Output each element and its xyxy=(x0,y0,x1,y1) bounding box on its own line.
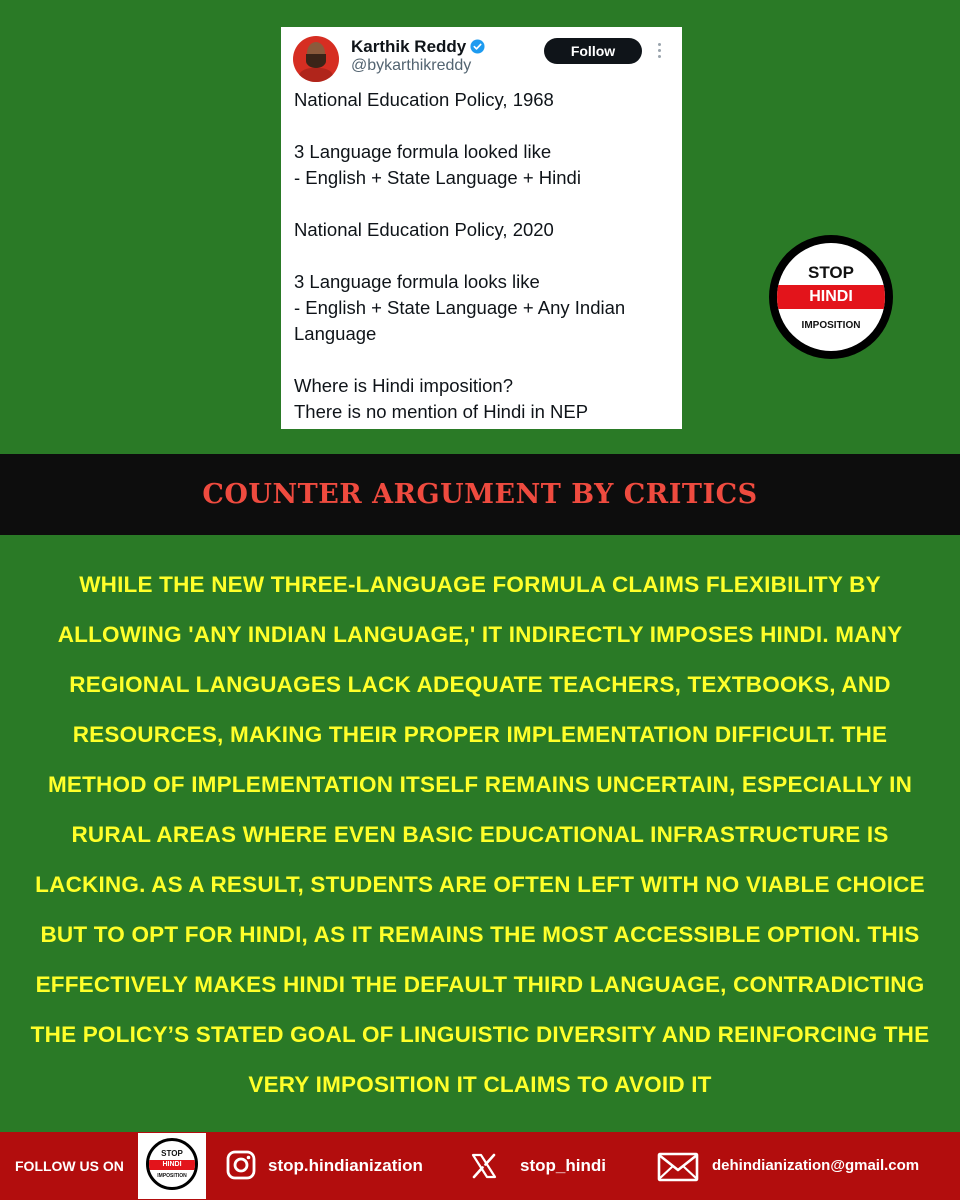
author-name-text: Karthik Reddy xyxy=(351,37,467,56)
verified-badge-icon xyxy=(470,39,485,54)
badge-top-text: STOP xyxy=(808,263,854,282)
tweet-line: There is no mention of Hindi in NEP xyxy=(294,401,589,422)
tweet-line: - English + State Language + Any Indian Language xyxy=(294,297,626,344)
more-options-icon[interactable] xyxy=(653,43,665,59)
envelope-icon[interactable] xyxy=(657,1152,699,1182)
avatar[interactable] xyxy=(293,36,339,82)
tweet-line: 3 Language formula looked like xyxy=(294,141,552,162)
follow-us-label: FOLLOW US ON xyxy=(15,1158,124,1174)
tweet-line: - English + State Language + Hindi xyxy=(294,167,581,188)
tweet-author-name[interactable] xyxy=(351,37,485,57)
x-logo-icon[interactable] xyxy=(470,1152,498,1180)
tweet-author-handle[interactable]: @bykarthikreddy xyxy=(351,57,472,74)
footer-logo-middle-text: HINDI xyxy=(149,1160,195,1170)
stop-hindi-badge xyxy=(769,235,893,359)
footer-logo-bottom-text: IMPOSITION xyxy=(157,1173,187,1179)
instagram-handle[interactable]: stop.hindianization xyxy=(268,1156,423,1175)
tweet-card xyxy=(281,27,682,429)
footer-bar xyxy=(0,1132,960,1200)
section-title: COUNTER ARGUMENT BY CRITICS xyxy=(202,479,758,510)
footer-logo-top-text: STOP xyxy=(161,1149,183,1158)
tweet-line: National Education Policy, 2020 xyxy=(294,219,554,240)
instagram-icon[interactable] xyxy=(226,1150,256,1180)
x-handle[interactable]: stop_hindi xyxy=(520,1156,606,1175)
badge-middle-text: HINDI xyxy=(777,285,885,309)
section-banner xyxy=(0,454,960,535)
badge-bottom-text: IMPOSITION xyxy=(801,320,861,331)
footer-logo xyxy=(138,1133,206,1199)
tweet-line: Where is Hindi imposition? xyxy=(294,375,514,396)
follow-button[interactable]: Follow xyxy=(544,38,642,64)
tweet-line: National Education Policy, 1968 xyxy=(294,89,554,110)
email-address[interactable]: dehindianization@gmail.com xyxy=(712,1157,920,1174)
tweet-line: 3 Language formula looks like xyxy=(294,271,540,292)
tweet-text xyxy=(294,87,674,425)
argument-paragraph: WHILE THE NEW THREE-LANGUAGE FORMULA CLAIMS FLEXIBILITY BY ALLOWING 'ANY INDIAN LANGUAGE,' IT INDIRECTLY IMPOSES HINDI. MANY REGIONAL LANGUAGES LACK ADEQUATE TEACHERS, TEXTBOOKS, AND RESOURCES, MAKING THEIR PROPER IMPLEMENTATION DIFFICULT. THE METHOD OF IMPLEMENTATION ITSELF REMAINS UNCERTAIN, ESPECIALLY IN RURAL AREAS WHERE EVEN BASIC EDUCATIONAL INFRASTRUCTURE IS LACKING. AS A RESULT, STUDENTS ARE OFTEN LEFT WITH NO VIABLE CHOICE BUT TO OPT FOR HINDI, AS IT REMAINS THE MOST ACCESSIBLE OPTION. THIS EFFECTIVELY MAKES HINDI THE DEFAULT THIRD LANGUAGE, CONTRADICTING THE POLICY’S STATED GOAL OF LINGUISTIC DIVERSITY AND REINFORCING THE VERY IMPOSITION IT CLAIMS TO AVOID IT xyxy=(30,572,930,1097)
